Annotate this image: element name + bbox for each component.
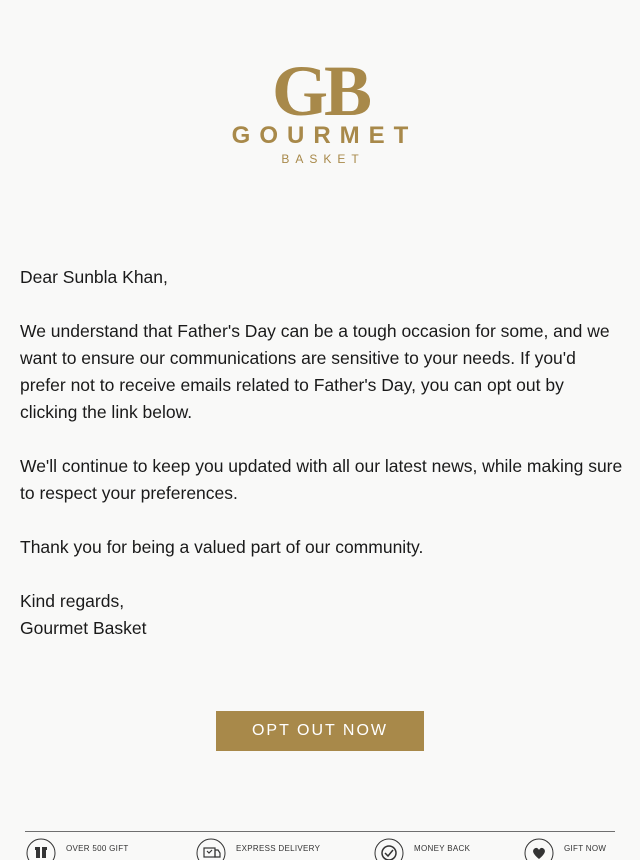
logo-monogram: GB (271, 60, 369, 118)
feature-gift-selection (26, 838, 129, 860)
paragraph-opt-out-info: We understand that Father's Day can be a tough occasion for some, and we want to ensure our communications are sensitive to your needs. If you'd prefer not to receive emails related to Father's Day, you can opt out by clicking the link below. (20, 321, 610, 422)
greeting: Dear Sunbla Khan, (20, 267, 168, 287)
paragraph-thanks: Thank you for being a valued part of our community. (20, 537, 424, 557)
feature-express-delivery (196, 838, 320, 860)
feature-money-back (374, 838, 470, 860)
feature-gift-now (524, 838, 606, 860)
signature: Gourmet Basket (20, 618, 147, 638)
paragraph-updates: We'll continue to keep you updated with all our latest news, while making sure to respect your preferences. (20, 456, 623, 503)
logo-wordmark: GOURMET (231, 122, 418, 149)
delivery-icon (196, 838, 226, 860)
footer-divider (25, 831, 615, 832)
feature-label-gift: OVER 500 GIFT (66, 844, 129, 853)
heart-icon (524, 838, 554, 860)
logo-subtitle: BASKET (281, 152, 365, 166)
opt-out-button[interactable]: OPT OUT NOW (216, 711, 424, 751)
gift-box-icon (26, 838, 56, 860)
brand-logo (0, 60, 640, 166)
email-body (20, 264, 624, 642)
money-back-icon (374, 838, 404, 860)
gb-monogram-logo (265, 60, 375, 118)
feature-label-money-back: MONEY BACK (414, 844, 471, 853)
signoff: Kind regards, (20, 591, 125, 611)
feature-label-gift-now: GIFT NOW (564, 844, 607, 853)
feature-label-delivery: EXPRESS DELIVERY (236, 844, 321, 853)
